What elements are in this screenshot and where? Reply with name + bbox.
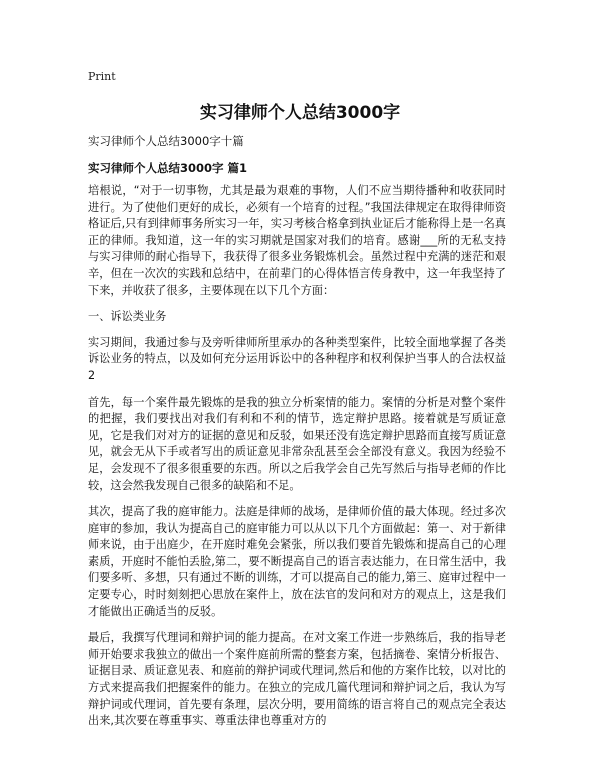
paragraph-intro: 培根说，“对于一切事物，尤其是最为艰难的事物，人们不应当期待播种和收获同时进行。为了使他们更好的成长，必须有一个培育的过程。”我国法律规定在取得律师资格证后,只有到律师事务所实习一年，实习考核合格拿到执业证后才能称得上是一名真正的律师。我知道，这一年的实习期就是国家对我们的培育。感谢___所的无私支持与实习律师的耐心指导下，我获得了很多业务锻炼机会。虽然过程中充满的迷茫和艰辛，但在一次次的实践和总结中，在前辈门的心得体悟言传身教中，这一年我坚持了下来，并收获了很多，主要体现在以下几个方面： [88, 184, 506, 297]
paragraph-litigation-overview: 实习期间，我通过参与及旁听律师所里承办的各种类型案件，比较全面地掌握了各类诉讼业务的特点，以及如何充分运用诉讼中的各种程序和权利保护当事人的合法权益2 [88, 335, 506, 382]
section-heading: 实习律师个人总结3000字 篇1 [88, 161, 248, 175]
paragraph-heading-litigation: 一、诉讼类业务 [88, 310, 167, 324]
paragraph-case-analysis: 首先，每一个案件最先锻炼的是我的独立分析案情的能力。案情的分析是对整个案件的把握，我们要找出对我们有利和不利的情节，选定辩护思路。接着就是写质证意见，它是我们对对方的证据的意见和反驳，如果还没有选定辩护思路而直接写质证意见，就会无从下手或者写出的质证意见非常杂乱甚至会全部没有意义。我因为经验不足，会发现不了很多很重要的东西。所以之后我学会自己先写然后与指导老师的作比较，这会然我发现自己很多的缺陷和不足。 [88, 395, 506, 492]
paragraph-writing-ability: 最后，我撰写代理词和辩护词的能力提高。在对文案工作进一步熟练后，我的指导老师开始要求我独立的做出一个案件庭前所需的整套方案，包括摘卷、案情分析报告、证据目录、质证意见表、和庭前的辩护词或代理词,然后和他的方案作比较，以对比的方式来提高我们把握案件的能力。在独立的完成几篇代理词和辩护词之后，我认为写辩护词或代理词，首先要有条理，层次分明，要用简练的语言将自己的观点完全表达出来,其次要在尊重事实、尊重法律也尊重对方的 [88, 631, 506, 728]
print-link[interactable]: Print [88, 70, 116, 83]
document-subtitle: 实习律师个人总结3000字十篇 [88, 134, 244, 148]
document-title: 实习律师个人总结3000字 [199, 103, 401, 123]
document-body [88, 183, 506, 740]
paragraph-trial-ability: 其次，提高了我的庭审能力。法庭是律师的战场，是律师价值的最大体现。经过多次庭审的参加，我认为提高自己的庭审能力可以从以下几个方面做起：第一、对于新律师来说，由于出庭少，在开庭时难免会紧张，所以我们要首先锻炼和提高自己的心理素质，开庭时不能怕丢脸,第二，要不断提高自己的语言表达能力，在日常生活中，我们要多听、多想，只有通过不断的训练，才可以提高自己的能力,第三、庭审过程中一定要专心，时时刻刻把心思放在案件上，放在法官的发问和对方的观点上，这是我们才能做出正确适当的反驳。 [88, 505, 506, 618]
